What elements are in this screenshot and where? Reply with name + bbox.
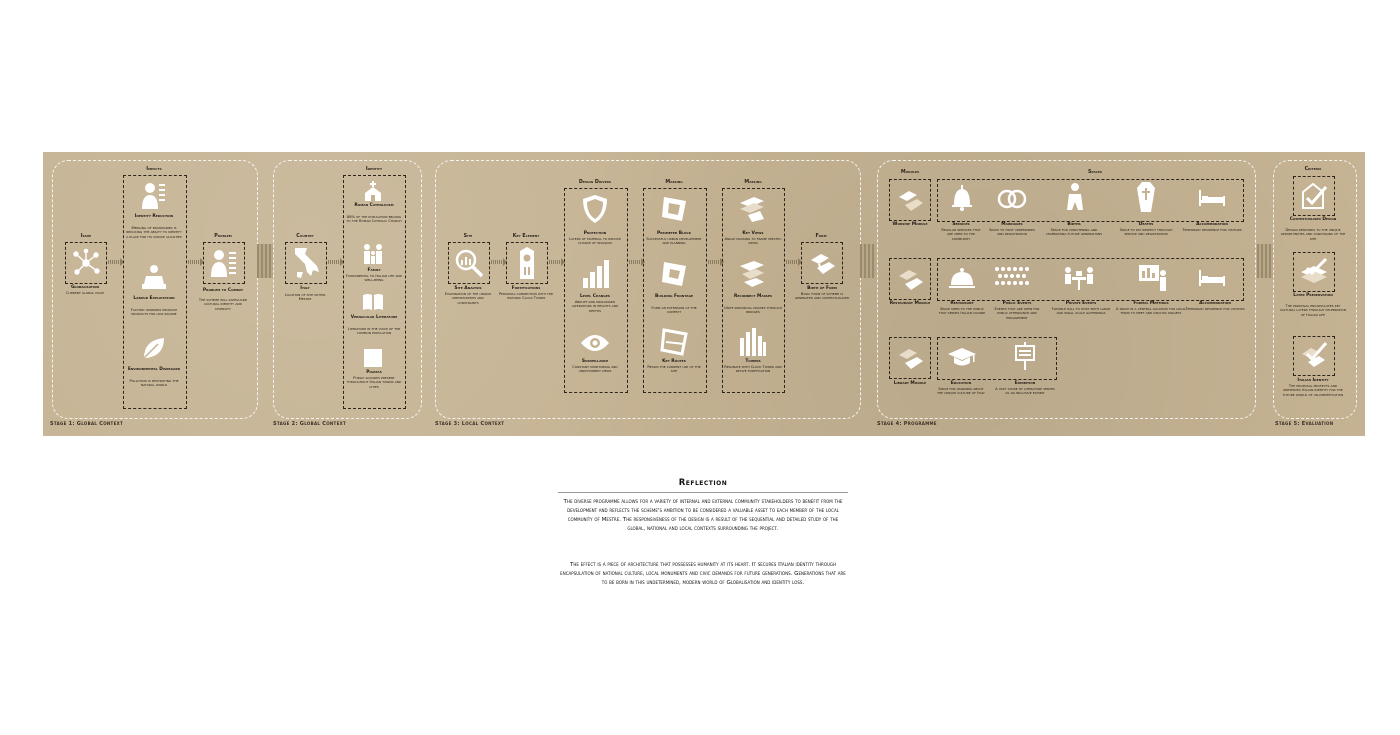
book-icon: [361, 291, 385, 313]
reflection-paragraph-2: The effect is a piece of architecture that possesses humanity at its heart. It secures Italian identity through encapsulation of national culture, local monuments and civic demands for future generations. Generations that are to be born in this undetermined, modern world of Globalisation and identity loss.: [560, 562, 846, 586]
driver-title: Protection: [583, 231, 607, 236]
driver-desc: Layers of material to reduce chance of invasion: [569, 237, 621, 246]
massing-desc: Resonate with Clock Tower and revive fortification: [724, 365, 782, 374]
space-title: Restaurant: [950, 301, 974, 306]
problem-title: Problem to Combat: [202, 288, 244, 293]
baby-icon: [1061, 181, 1089, 213]
impacts-header: Impacts: [146, 167, 162, 172]
form-header: Form: [815, 234, 827, 239]
shield-icon: [579, 193, 611, 225]
worship-module-icon: [890, 180, 930, 220]
stage-label: Stage 2: Global Context: [273, 421, 347, 427]
graduation-cap-icon: [946, 343, 978, 371]
library-module-icon: [890, 338, 930, 378]
criteria-desc: The proposal encapsulates key cultural layers through celebration of Italian life: [1280, 304, 1346, 317]
criteria-desc: The proposal protects and preserves Italian identity for the future world of un-identification: [1282, 384, 1344, 397]
impact-title: Environmental Disregard: [127, 367, 181, 372]
stage-separator: [257, 244, 273, 278]
space-title: Education: [950, 381, 972, 386]
identity-title: Vernacular Literature: [350, 315, 398, 320]
shielded-person-icon: [204, 243, 244, 283]
key-views-icon: [736, 193, 768, 225]
modules-header: Modules: [900, 170, 920, 175]
reconnect-masses-icon: [736, 258, 768, 290]
bed-icon: [1196, 185, 1228, 211]
impact-desc: Factory workers produce products for low income: [130, 308, 178, 317]
module-title: Restaurant Module: [889, 301, 931, 306]
design-drivers-header: Design Drivers: [578, 180, 612, 185]
form-title: Birth of Form: [807, 286, 837, 291]
restaurant-module-icon: [890, 259, 930, 299]
space-desc: A vast store of literature serves as an inclusive exhibit: [995, 387, 1055, 396]
driver-title: Level Changes: [580, 294, 610, 299]
massing-desc: Form an extension of the context: [651, 306, 697, 315]
massing-desc: Retain the current use of the site: [647, 365, 701, 374]
checked-building-icon: [1294, 177, 1334, 215]
driver-desc: Abrupt and prolonged alterations in heights and depths: [571, 300, 619, 313]
space-desc: Space to pay respect through service and registration: [1119, 228, 1173, 237]
identity-reduction-icon: [138, 180, 170, 212]
driver-desc: Constant monitoring and undisturbed views: [572, 365, 618, 374]
site-header: Site: [463, 234, 473, 239]
checked-layers-icon: [1294, 253, 1334, 291]
reflection-paragraph-1: The diverse programme allows for a variety of internal and external community stakeholders to benefit from the development and reflects the scheme's ambition to be considered a valuable asset to each member of the local community of Mestre. The responsiveness of the design is a result of the sequential and detailed study of the global, national and local contexts surrounding the project.: [563, 499, 843, 532]
stage-separator: [1257, 244, 1273, 278]
space-desc: Space open to the public that serves Italian cuisine: [938, 307, 986, 316]
key-routes-icon: [658, 327, 690, 357]
eye-icon: [579, 330, 611, 356]
dinner-table-icon: [1061, 263, 1097, 293]
site-title: Site Analysis: [454, 286, 482, 291]
identity-desc: 88% of the population belong to the Roman Catholic Church: [346, 215, 402, 224]
driver-title: Surveillance: [581, 359, 609, 364]
impact-title: Labour Exploitation: [133, 296, 175, 301]
massing-header: Massing: [665, 180, 683, 185]
criteria-title: Layer Preservation: [1293, 293, 1333, 298]
key-element-title: Fortifications: [511, 286, 541, 291]
cloche-icon: [946, 264, 978, 294]
issue-desc: Current global issue: [66, 291, 104, 295]
identity-desc: Fundamental to Italian life and well-being: [346, 274, 402, 283]
space-desc: Space for christening and celebrating future generations: [1045, 228, 1103, 237]
flow-arrow: [629, 260, 641, 264]
impact-desc: Pollution is destroying the natural world: [129, 379, 179, 388]
space-title: Accommodation: [1196, 222, 1228, 227]
space-desc: Flexible hall to host both large and small scale gatherings: [1051, 307, 1111, 316]
stage-label: Stage 3: Local Context: [435, 421, 505, 427]
form-desc: Basic form of scheme is generated and contextualised: [794, 292, 850, 301]
space-title: Services: [952, 222, 970, 227]
country-desc: Location of site within Mestre: [284, 293, 326, 302]
key-element-desc: Personal connection with the historic Clock Tower: [499, 292, 553, 301]
impact-desc: Merging of boundaries is reducing the ability to identify a place for its unique qualities: [126, 226, 182, 239]
perimeter-block-icon: [658, 193, 690, 225]
form-massing-icon: [802, 243, 842, 283]
massing-title: Perimeter Block: [657, 231, 691, 236]
identity-desc: Literature in the voice of the common population: [347, 327, 401, 336]
criteria-title: Contextualised Design: [1289, 217, 1337, 222]
site-desc: Examination of the unique opportunities and constraints: [444, 292, 492, 305]
rings-icon: [995, 183, 1029, 213]
criteria-title: Italian Identity: [1297, 378, 1329, 383]
stage-label: Stage 5: Evaluation: [1275, 421, 1334, 427]
italy-map-icon: [286, 243, 326, 283]
church-icon: [361, 180, 385, 202]
exhibit-board-icon: [1011, 341, 1039, 373]
key-element-header: Key Element: [512, 234, 540, 239]
space-desc: A space in a central location for local firms to meet and discuss targets: [1116, 307, 1186, 316]
issue-header: Issue: [80, 234, 92, 239]
space-title: Accommodation: [1199, 301, 1231, 306]
space-desc: Regular services that are open to the community: [941, 228, 981, 241]
module-title: Library Module: [893, 381, 927, 386]
flow-arrow: [549, 260, 561, 264]
impact-title: Identity Reduction: [134, 214, 174, 219]
crowd-icon: [993, 263, 1033, 293]
massing-desc: Angle massing to frame specific views: [724, 237, 782, 246]
module-title: Worship Module: [892, 222, 928, 227]
space-title: Marriages: [1001, 222, 1023, 227]
flow-arrow: [786, 260, 798, 264]
problem-desc: The scheme will safeguard cultural identity and diversity: [198, 298, 248, 311]
massing-desc: Successful urban development and planning: [646, 237, 702, 246]
massing-title: Reconnect Masses: [733, 294, 773, 299]
issue-title: Globalisation: [70, 285, 100, 290]
space-desc: Space for learning about the unique culture of Italy: [937, 387, 985, 396]
clock-tower-icon: [507, 243, 547, 283]
massing-header: Massing: [744, 180, 762, 185]
presentation-icon: [1135, 262, 1171, 294]
identity-title: Family: [367, 268, 381, 273]
coffin-icon: [1133, 181, 1159, 213]
massing-title: Key Routes: [662, 359, 686, 364]
bed-icon: [1196, 266, 1228, 290]
piazza-icon: [361, 347, 385, 369]
criteria-header: Criteria: [1304, 167, 1322, 172]
stage-label: Stage 4: Programme: [877, 421, 937, 427]
leaf-icon: [138, 332, 170, 364]
space-title: Formal Meetings: [1133, 301, 1169, 306]
country-title: Italy: [300, 286, 310, 291]
space-desc: Space to host ceremonies and registration: [989, 228, 1035, 237]
flow-arrow: [491, 260, 503, 264]
space-desc: Events that are open for public attendance and engagement: [994, 307, 1040, 320]
country-header: Country: [296, 234, 314, 239]
towers-icon: [736, 327, 768, 357]
identity-title: Roman Catholicism: [354, 203, 394, 208]
space-title: Births: [1067, 222, 1081, 227]
flow-arrow: [708, 260, 720, 264]
flow-arrow: [108, 260, 120, 264]
reflection-title: Reflection: [678, 478, 728, 488]
space-title: Public Events: [1002, 301, 1032, 306]
massing-title: Key Views: [742, 231, 764, 236]
space-desc: Temporary residence for visitors: [1185, 307, 1245, 311]
factory-worker-icon: [138, 262, 170, 292]
reflection-divider: [558, 492, 848, 493]
massing-desc: Unite individual masses through bridges: [724, 306, 782, 315]
space-title: Private Events: [1065, 301, 1097, 306]
family-icon: [361, 242, 385, 266]
identity-desc: Public squares present throughout Italian towns and cities: [346, 376, 402, 389]
space-desc: Temporary residence for visitors: [1182, 228, 1242, 232]
criteria-desc: Design responds to the unique opportunities and constrains of the site: [1280, 228, 1346, 241]
space-title: Deaths: [1138, 222, 1154, 227]
bell-icon: [949, 183, 975, 213]
space-title: Exhibition: [1014, 381, 1036, 386]
massing-title: Building Frontage: [655, 294, 693, 299]
building-frontage-icon: [658, 258, 690, 290]
identity-header: Identity: [365, 167, 383, 172]
massing-title: Towers: [745, 359, 761, 364]
spaces-header: Spaces: [1087, 170, 1103, 175]
checked-identity-icon: [1294, 337, 1334, 375]
magnifier-chart-icon: [449, 243, 489, 283]
flow-arrow: [188, 260, 200, 264]
network-icon: [66, 243, 106, 283]
identity-title: Piazzas: [366, 370, 382, 375]
rising-bars-icon: [579, 258, 611, 290]
stage-separator: [860, 244, 876, 278]
problem-header: Problem: [214, 234, 232, 239]
stage-label: Stage 1: Global Context: [50, 421, 124, 427]
flow-arrow: [328, 260, 340, 264]
